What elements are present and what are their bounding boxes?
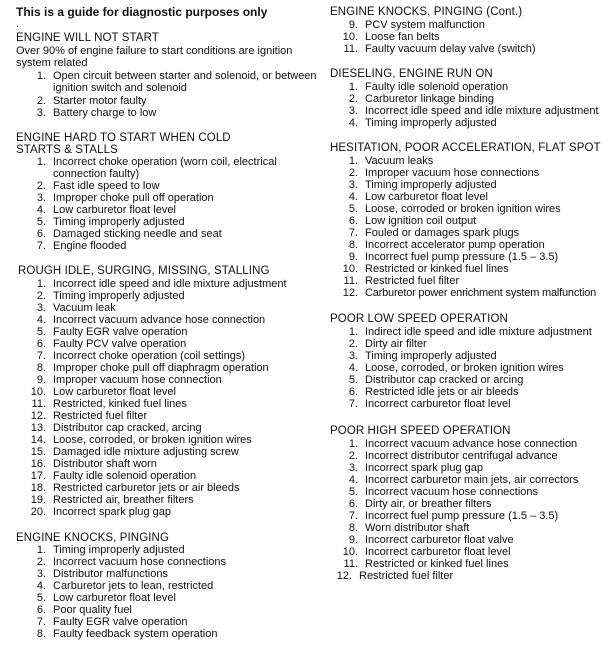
list-number: 1. <box>348 326 358 338</box>
list-item: Improper vacuum hose connection <box>53 374 222 386</box>
list-item: Incorrect spark plug gap <box>365 462 484 474</box>
list-number: 12. <box>342 287 358 299</box>
list-item: ignition switch and solenoid <box>53 82 187 94</box>
list-item: Incorrect idle speed and idle mixture adjustment <box>53 278 287 290</box>
list-item: Starter motor faulty <box>53 95 147 107</box>
list-item: Restricted fuel filter <box>53 410 148 422</box>
list-number: 2. <box>36 180 46 192</box>
list-number: 6. <box>36 228 46 240</box>
list-item: Restricted or kinked fuel lines <box>365 263 509 275</box>
list-item: Vacuum leak <box>53 302 116 314</box>
list-number: 3. <box>36 568 46 580</box>
list-number: 6. <box>348 215 358 227</box>
list-item: Incorrect idle speed and idle mixture adjustment <box>365 105 599 117</box>
list-item: Faulty vacuum delay valve (switch) <box>365 43 536 55</box>
list-number: 10. <box>342 546 358 558</box>
list-item: Indirect idle speed and idle mixture adjustment <box>365 326 592 338</box>
list-item: Improper choke pull off diaphragm operation <box>53 362 269 374</box>
section-intro: Over 90% of engine failure to start conditions are ignition <box>16 45 293 57</box>
list-number: 2. <box>348 450 358 462</box>
list-item: Incorrect vacuum hose connections <box>365 486 539 498</box>
list-number: 7. <box>36 350 46 362</box>
list-number: 2. <box>36 556 46 568</box>
list-number: 8. <box>36 362 46 374</box>
list-item: Incorrect fuel pump pressure (1.5 – 3.5) <box>365 251 559 263</box>
list-item: Loose fan belts <box>365 31 440 43</box>
list-item: Restricted fuel filter <box>359 570 454 582</box>
list-item: Incorrect carburetor float valve <box>365 534 514 546</box>
list-number: 9. <box>348 251 358 263</box>
list-number: 4. <box>348 474 358 486</box>
list-item: Low carburetor float level <box>53 592 176 604</box>
list-number: 9. <box>348 19 358 31</box>
list-number: 6. <box>348 386 358 398</box>
list-item: Damaged sticking needle and seat <box>53 228 222 240</box>
list-item: Fast idle speed to low <box>53 180 160 192</box>
list-item: Low ignition coil output <box>365 215 477 227</box>
list-number: 12. <box>30 410 46 422</box>
list-item: Worn distributor shaft <box>365 522 470 534</box>
list-item: connection faulty) <box>53 168 140 180</box>
list-number: 6. <box>36 338 46 350</box>
list-number: 3. <box>348 179 358 191</box>
list-number: 1. <box>348 438 358 450</box>
list-item: Timing improperly adjusted <box>365 179 497 191</box>
list-item: Fouled or damages spark plugs <box>365 227 520 239</box>
list-item: Open circuit between starter and solenoid, or between <box>53 70 317 82</box>
list-number: 17. <box>30 470 46 482</box>
list-number: 4. <box>348 117 358 129</box>
list-item: Damaged idle mixture adjusting screw <box>53 446 239 458</box>
list-number: 5. <box>348 374 358 386</box>
list-number: 8. <box>36 628 46 640</box>
list-number: 14. <box>30 434 46 446</box>
list-item: Low carburetor float level <box>53 386 176 398</box>
list-item: Incorrect carburetor main jets, air correctors <box>365 474 579 486</box>
list-item: Incorrect distributor centrifugal advance <box>365 450 558 462</box>
section-intro: system related <box>16 57 88 69</box>
list-item: Improper choke pull off operation <box>53 192 214 204</box>
list-number: 4. <box>348 191 358 203</box>
list-item: Improper vacuum hose connections <box>365 167 540 179</box>
list-item: Low carburetor float level <box>53 204 176 216</box>
list-number: 8. <box>348 522 358 534</box>
list-number: 19. <box>30 494 46 506</box>
list-number: 7. <box>36 616 46 628</box>
list-item: Timing improperly adjusted <box>53 290 185 302</box>
section-heading: ENGINE KNOCKS, PINGING (Cont.) <box>330 6 523 18</box>
list-number: 9. <box>348 534 358 546</box>
list-number: 3. <box>36 107 46 119</box>
list-item: Incorrect carburetor float level <box>365 546 511 558</box>
list-item: Incorrect vacuum hose connections <box>53 556 227 568</box>
list-number: 10. <box>342 31 358 43</box>
list-item: Restricted, kinked fuel lines <box>53 398 187 410</box>
list-item: Poor quality fuel <box>53 604 132 616</box>
list-number: 7. <box>348 227 358 239</box>
list-number: 10. <box>342 263 358 275</box>
list-number: 7. <box>348 510 358 522</box>
list-item: Incorrect vacuum advance hose connection <box>53 314 266 326</box>
list-number: 5. <box>36 326 46 338</box>
list-item: Dirty air, or breather filters <box>365 498 492 510</box>
list-item: Carburetor power enrichment system malfunction <box>365 287 597 299</box>
list-item: Restricted idle jets or air bleeds <box>365 386 519 398</box>
section-heading: POOR LOW SPEED OPERATION <box>330 313 508 325</box>
list-item: Loose, corroded, or broken ignition wires <box>365 362 564 374</box>
list-number: 1. <box>348 155 358 167</box>
list-item: Low carburetor float level <box>365 191 488 203</box>
list-item: Engine flooded <box>53 240 127 252</box>
list-number: 2. <box>36 95 46 107</box>
list-item: Distributor cap cracked, arcing <box>53 422 202 434</box>
list-item: Faulty feedback system operation <box>53 628 218 640</box>
list-number: 11. <box>343 558 358 570</box>
list-number: 6. <box>348 498 358 510</box>
list-item: Incorrect choke operation (worn coil, electrical <box>53 156 277 168</box>
list-item: Battery charge to low <box>53 107 157 119</box>
list-number: 3. <box>348 105 358 117</box>
list-number: 5. <box>348 203 358 215</box>
list-item: Restricted or kinked fuel lines <box>365 558 509 570</box>
list-item: Distributor malfunctions <box>53 568 168 580</box>
list-item: Distributor shaft worn <box>53 458 157 470</box>
list-number: 7. <box>36 240 46 252</box>
section-heading: DIESELING, ENGINE RUN ON <box>330 68 493 80</box>
list-number: 10. <box>30 386 46 398</box>
list-number: 12. <box>336 570 352 582</box>
list-number: 2. <box>348 338 358 350</box>
list-item: Distributor cap cracked or arcing <box>365 374 524 386</box>
list-number: 9. <box>36 374 46 386</box>
list-item: Restricted fuel filter <box>365 275 460 287</box>
section-heading: ROUGH IDLE, SURGING, MISSING, STALLING <box>18 265 270 277</box>
list-item: Incorrect choke operation (coil settings) <box>53 350 245 362</box>
disclaimer: This is a guide for diagnostic purposes only <box>16 5 268 19</box>
list-item: Carburetor linkage binding <box>365 93 495 105</box>
list-item: Faulty idle solenoid operation <box>365 81 509 93</box>
list-number: 3. <box>348 350 358 362</box>
list-number: 1. <box>36 70 46 82</box>
list-item: Timing improperly adjusted <box>365 117 497 129</box>
list-item: Loose, corroded or broken ignition wires <box>365 203 561 215</box>
section-heading: ENGINE KNOCKS, PINGING <box>16 532 170 544</box>
list-number: 4. <box>348 362 358 374</box>
list-item: Timing improperly adjusted <box>53 216 185 228</box>
list-number: 3. <box>348 462 358 474</box>
section-heading: STARTS & STALLS <box>16 144 118 156</box>
list-item: Faulty PCV valve operation <box>53 338 187 350</box>
list-number: 4. <box>36 580 46 592</box>
list-item: Incorrect fuel pump pressure (1.5 – 3.5) <box>365 510 559 522</box>
list-number: 5. <box>36 592 46 604</box>
list-item: Carburetor jets to lean, restricted <box>53 580 214 592</box>
list-item: Incorrect accelerator pump operation <box>365 239 545 251</box>
list-item: Timing improperly adjusted <box>53 544 185 556</box>
list-number: 2. <box>36 290 46 302</box>
list-item: Incorrect spark plug gap <box>53 506 172 518</box>
list-number: 18. <box>30 482 46 494</box>
list-item: Incorrect vacuum advance hose connection <box>365 438 578 450</box>
list-number: 5. <box>36 216 46 228</box>
list-number: 11. <box>343 43 358 55</box>
list-item: Faulty idle solenoid operation <box>53 470 197 482</box>
list-item: Loose, corroded, or broken ignition wires <box>53 434 252 446</box>
list-number: 15. <box>30 446 46 458</box>
list-number: 7. <box>348 398 358 410</box>
list-item: Vacuum leaks <box>365 155 434 167</box>
list-number: 13. <box>30 422 46 434</box>
list-item: Restricted air, breather filters <box>53 494 194 506</box>
list-number: 5. <box>348 486 358 498</box>
list-number: 2. <box>348 167 358 179</box>
list-number: 1. <box>36 156 46 168</box>
list-number: 2. <box>348 93 358 105</box>
list-item: Incorrect carburetor float level <box>365 398 511 410</box>
list-number: 20. <box>30 506 46 518</box>
list-item: Restricted carburetor jets or air bleeds <box>53 482 240 494</box>
list-number: 1. <box>348 81 358 93</box>
section-heading: POOR HIGH SPEED OPERATION <box>330 425 511 437</box>
section-heading: HESITATION, POOR ACCELERATION, FLAT SPOT <box>330 142 601 154</box>
list-number: 1. <box>36 278 46 290</box>
list-number: 4. <box>36 314 46 326</box>
section-heading: ENGINE WILL NOT START <box>16 32 159 44</box>
list-number: 16. <box>30 458 46 470</box>
list-number: 4. <box>36 204 46 216</box>
list-item: Dirty air filter <box>365 338 427 350</box>
list-number: 11. <box>31 398 46 410</box>
stray-dot: . <box>16 18 20 30</box>
list-item: PCV system malfunction <box>365 19 485 31</box>
list-number: 6. <box>36 604 46 616</box>
list-number: 1. <box>36 544 46 556</box>
list-item: Faulty EGR valve operation <box>53 326 188 338</box>
list-number: 3. <box>36 302 46 314</box>
list-item: Timing improperly adjusted <box>365 350 497 362</box>
list-number: 3. <box>36 192 46 204</box>
list-number: 11. <box>343 275 358 287</box>
section-heading: ENGINE HARD TO START WHEN COLD <box>16 132 231 144</box>
list-number: 8. <box>348 239 358 251</box>
list-item: Faulty EGR valve operation <box>53 616 188 628</box>
